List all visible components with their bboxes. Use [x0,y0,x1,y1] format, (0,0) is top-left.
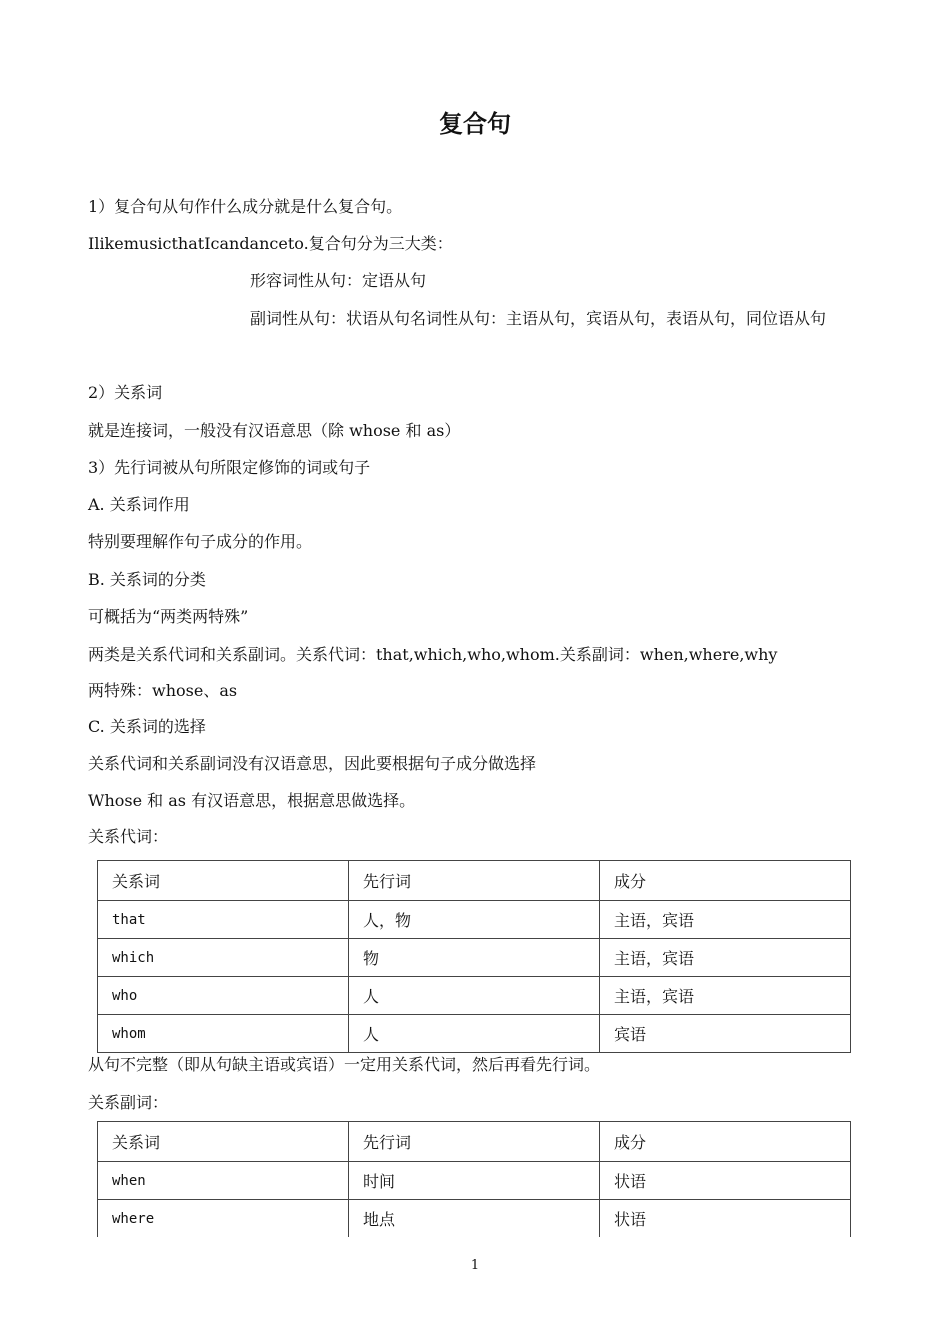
paragraph: 关系副词： [88,1093,169,1112]
table-cell: 主语，宾语 [600,901,851,939]
page-number: 1 [470,1258,480,1273]
table-cell: 人，物 [349,901,600,939]
table-header-cell: 成分 [600,1122,851,1162]
table-cell: 时间 [349,1162,600,1200]
table-row [98,939,851,977]
paragraph: 就是连接词，一般没有汉语意思（除 whose 和 as） [88,421,461,440]
page-title: 复合句 [439,110,511,138]
table-cell: that [98,901,349,939]
table-cell: 物 [349,939,600,977]
table-header-cell: 先行词 [349,861,600,901]
table-header-row [98,861,851,901]
table-cell: when [98,1162,349,1200]
table-header-cell: 关系词 [98,861,349,901]
table-cell: which [98,939,349,977]
table-cell: 人 [349,977,600,1015]
table-cell: 宾语 [600,1015,851,1053]
relative-adverb-table [97,1121,851,1237]
paragraph: 1）复合句从句作什么成分就是什么复合句。 [88,197,403,216]
paragraph: 可概括为“两类两特殊” [88,607,249,626]
paragraph: 特别要理解作句子成分的作用。 [88,532,313,551]
section-heading: 2）关系词 [88,383,163,402]
section-heading: C. 关系词的选择 [88,717,206,736]
paragraph: Whose 和 as 有汉语意思，根据意思做选择。 [88,791,416,810]
table-row [98,901,851,939]
table-cell: 状语 [600,1162,851,1200]
table-row [98,1200,851,1238]
table-cell: 状语 [600,1200,851,1238]
paragraph: 副词性从句：状语从句名词性从句：主语从句，宾语从句，表语从句，同位语从句 [250,309,827,328]
paragraph: 从句不完整（即从句缺主语或宾语）一定用关系代词，然后再看先行词。 [88,1055,601,1074]
section-heading: A. 关系词作用 [88,495,190,514]
table-header-cell: 关系词 [98,1122,349,1162]
table-cell: who [98,977,349,1015]
table-row [98,1015,851,1053]
paragraph: 关系代词和关系副词没有汉语意思，因此要根据句子成分做选择 [88,754,537,773]
table-cell: 主语，宾语 [600,977,851,1015]
paragraph: 两类是关系代词和关系副词。关系代词：that,which,who,whom.关系副词：when,where,why [88,645,778,664]
table-cell: 主语，宾语 [600,939,851,977]
table-cell: where [98,1200,349,1238]
table-cell: whom [98,1015,349,1053]
table-header-cell: 成分 [600,861,851,901]
relative-pronoun-table [97,860,851,1053]
table-cell: 人 [349,1015,600,1053]
paragraph: 两特殊：whose、as [88,681,238,700]
paragraph: 形容词性从句：定语从句 [250,271,427,290]
table-row [98,977,851,1015]
table-header-row [98,1122,851,1162]
table-header-cell: 先行词 [349,1122,600,1162]
table-row [98,1162,851,1200]
section-heading: B. 关系词的分类 [88,570,206,589]
paragraph: IlikemusicthatIcandanceto.复合句分为三大类： [88,234,453,253]
section-heading: 3）先行词被从句所限定修饰的词或句子 [88,458,371,477]
table-cell: 地点 [349,1200,600,1238]
paragraph: 关系代词： [88,827,169,846]
